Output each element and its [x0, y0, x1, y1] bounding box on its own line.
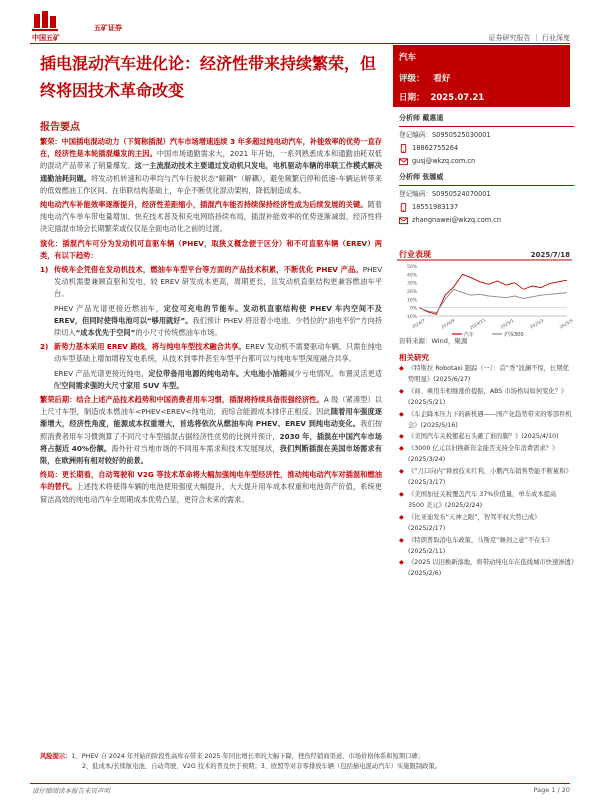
p4-tail: 我们按照消费者用车习惯测算了不同尺寸车型插混占据经济性优势的比例并预计，: [40, 419, 382, 441]
p1-lead: 繁荣：中国插电混动动力（下简称插混）汽车市场增速连续 3 年多超过纯电动汽车，补能效率的优势一直存在，经济性是本轮插混爆发的主因。: [40, 137, 382, 159]
paragraph-evolution: [40, 238, 382, 262]
paragraph-ev: [40, 199, 382, 236]
analyst-card: [399, 171, 574, 227]
analyst-phone[interactable]: 18862755264: [412, 144, 459, 152]
related-research-text: 《美国汽车关税搬起石头砸了谁的脚？》(2025/4/10): [408, 433, 559, 441]
rating-row: [399, 72, 450, 84]
analyst-phone[interactable]: 18551983137: [412, 203, 459, 211]
risk-item-2: 2、低成本/长续航电池、自动驾驶、V2G 技术的普及快于预期；3、欧盟等对非零排放车辆（包括插电混动汽车）实施限制政策。: [82, 763, 442, 770]
company-logo: [32, 10, 132, 44]
bullet-icon: ◆: [399, 490, 404, 498]
p4-body: A 级（紧凑型）以上尺寸车型，制造成本燃油车<PHEV<EREV<纯电动，而综合能源成本排序正相反。因此: [40, 395, 382, 417]
analyst-card: [399, 112, 574, 168]
related-research-item[interactable]: [399, 490, 574, 512]
date-label: 日期：: [399, 93, 425, 103]
p2-lead: 纯电动汽车补能效率逐渐提升，经济性差距缩小，插混汽车能否持续保持经济性成为后续发展的关键。: [40, 200, 368, 210]
y-tick-label: 20%: [406, 290, 417, 295]
chart-date: 2025/7/18: [530, 251, 570, 259]
related-research-text: 《比亚迪发布“天神之眼”，智驾平权大势已成》(2025/2/17): [408, 513, 541, 532]
item1-number: 1): [40, 265, 49, 275]
related-research-item[interactable]: [399, 364, 574, 386]
item1-p2b: 定位可充电的节能车。发动机直驱结构使 PHEV 车内空间不及 EREV，但同时使得电池可以“够用就好”。: [54, 303, 382, 325]
p1-bold: 这一主流混动技术主要通过发动机只发电，电机驱动车辆的串联工作模式解决通勤油耗问题。: [40, 161, 382, 183]
item2-p2c: 减少亏电情况，布置灵活更适配: [54, 368, 382, 390]
x-tick-label: 2025/3: [529, 317, 545, 330]
analyst-email-row: [399, 155, 574, 168]
analyst-email-row: [399, 214, 574, 227]
legend-label: 汽车: [464, 332, 475, 338]
risk-item-1: 1、PHEV 自 2024 年开始的阶段性高库存带来 2025 年同比增长率的大幅下降，挫伤经销商渠道、市场价格体系和短期口碑；: [71, 753, 425, 760]
paragraph-prosperity: [40, 136, 382, 197]
related-research-item[interactable]: [399, 513, 574, 535]
related-research-item[interactable]: [399, 410, 574, 432]
bullet-icon: ◆: [399, 387, 404, 395]
related-research-text: 《2025 以旧换新落地，将带动纯电车在低线城市快速渗透》(2025/2/6): [408, 559, 575, 578]
logo-mark-icon: [32, 10, 58, 32]
y-tick-label: 50%: [406, 265, 417, 270]
item2-lead: 新势力基本采用 EREV 路线，将与纯电车型技术融合共享。: [54, 342, 246, 352]
p5-lead: 终局：更长期看，自动驾驶和 V2G 等技术革命将大幅加强纯电车型经济性，推动纯电动汽车对插混和燃油车的替代。: [40, 470, 382, 492]
key-points-title: 报告要点: [40, 122, 80, 133]
y-tick-label: 40%: [406, 273, 417, 279]
analyst-email[interactable]: zhangnawei@wkzq.com.cn: [412, 216, 502, 224]
related-research-text: 《车企降本压力下的新机遇——国产化趋势带来的零部件机会》(2025/5/16): [408, 410, 572, 429]
item1-para2: [54, 303, 382, 340]
analyst-block: [399, 112, 574, 227]
p3-lead: 演化：插混汽车可分为发动机可直驱车辆（PHEV，取狭义概念便于区分）和不可直驱车辆（EREV）两类，有以下趋势：: [40, 238, 382, 260]
item2-p2d: 空间需求强的大尺寸家用 SUV 车型。: [61, 380, 184, 390]
p4-tail2: 海外针对当地市场的不同用车需求和技术发展现状，: [111, 443, 280, 453]
footer-disclaimer: 请仔细阅读本报告末页声明: [32, 787, 110, 795]
x-tick-label: 2025/1: [499, 317, 515, 330]
report-type: 证券研究报告 ｜ 行业深度: [488, 34, 570, 42]
related-research-item[interactable]: [399, 387, 574, 409]
related-research-text: 《特斯拉 Robotaxi 跟踪（一）：首“秀”波澜不惊，长期优势明显》(2025/6/27): [408, 365, 569, 383]
x-tick-label: 2024/11: [468, 317, 487, 331]
item2-para2: [54, 368, 382, 392]
item2-para1: [54, 341, 382, 365]
related-research-item[interactable]: [399, 444, 574, 466]
p5-body: 上述技术将使得车辆的电池使用强度大幅提升，大大提升用车成本权重和电池资产价值，系统更简洁高效的纯电动汽车全周期成本优势凸显，更符合未来的需求。: [40, 482, 382, 504]
related-research-title: 相关研究: [399, 353, 429, 362]
related-research-item[interactable]: [399, 432, 574, 443]
phone-icon: [399, 203, 408, 212]
analyst-cert: 登记编码：S0950524070001: [399, 190, 491, 198]
related-research-item[interactable]: [399, 467, 574, 489]
analyst-email[interactable]: gusj@wkzq.com.cn: [412, 157, 476, 165]
p4-bold3: 我们判断插混在美国市场需求有限，在欧洲则有相对较好的前景。: [40, 443, 382, 466]
y-tick-label: 30%: [406, 281, 417, 287]
p4-bold2: 2030 年，插混在中国汽车市场将占据近 40%份额。: [40, 431, 382, 453]
main-body: [40, 136, 382, 508]
date-value: 2025.07.21: [430, 93, 485, 103]
y-tick-label: -10%: [405, 315, 417, 320]
item2-body: EREV 发动机不需要驱动车辆，只需在纯电动车型基础上增加增程发电系统，从技术到零件甚至车型平台都可以与纯电车型深度融合共享。: [54, 342, 382, 364]
bullet-icon: ◆: [399, 365, 404, 372]
list-item-phev: [40, 264, 382, 341]
related-research-text: 《特朗普取消电车政策，马斯克“舞剑之意”不在车》(2025/2/11): [408, 536, 554, 555]
analyst-phone-row: [399, 142, 574, 155]
rating-label: 评级：: [399, 74, 425, 84]
bullet-icon: ◆: [399, 433, 404, 441]
related-research-item[interactable]: [399, 558, 574, 580]
item1-para1: [54, 264, 382, 301]
related-research-text: 《美国加征关税覆盖汽车 37%价值量，单车成本提高 3500 美元》(2025/2/24): [408, 490, 557, 509]
item1-p2e: 的小尺寸传统燃油车市场。: [135, 328, 222, 338]
y-tick-label: 0%: [409, 306, 417, 312]
bullet-icon: ◆: [399, 536, 404, 544]
email-icon: [399, 216, 408, 225]
related-research-text: 《3000 亿元以旧换新资金能否支持全年消费需求？》(2025/3/24): [408, 445, 559, 464]
date-row: [399, 91, 484, 103]
logo-company-name: 中国五矿: [32, 34, 60, 42]
legend-label: 沪深300: [504, 332, 524, 338]
email-icon: [399, 157, 408, 166]
x-tick-label: 2024/7: [410, 317, 426, 330]
phone-icon: [399, 144, 408, 153]
item1-body: PHEV 发动机需要兼顾直驱和发电，较 EREV 研发成本更高，周期更长，且发动机直驱结构更兼容燃油车平台。: [54, 265, 382, 299]
bullet-icon: ◆: [399, 513, 404, 521]
rating-box: [393, 45, 570, 107]
paragraph-late-prosperity: [40, 394, 382, 467]
x-tick-label: 2025/5: [558, 317, 574, 330]
risk-label: 风险提示：: [40, 753, 72, 760]
series-line-csi300: [419, 289, 567, 312]
list-item-erev: [40, 341, 382, 394]
p4-lead: 繁荣后期：结合上述产品技术趋势和中国消费者用车习惯，插混将持续具备很强经济性。: [40, 395, 324, 405]
rating-value: 看好: [433, 74, 451, 84]
bullet-icon: ◆: [399, 410, 404, 418]
x-tick-label: 2024/9: [440, 317, 456, 330]
chart-source: 资料来源：Wind，聚源: [399, 337, 468, 345]
item1-p2a: PHEV 产品光谱更接近燃油车，: [54, 303, 164, 313]
bullet-icon: ◆: [399, 559, 404, 567]
p1-body: 中国市场通勤需求大，2021 年开始，一系列熟悉成本和通勤油耗双低的混动产品带来了销量爆发。: [40, 149, 382, 171]
related-research-text: 《“刀口向内”释放技术红利，小鹏汽车销售势能不断累积》(2025/3/17): [408, 468, 572, 487]
item1-lead: 传统车企凭借在发动机技术，燃油车车型平台等方面的产品技术积累，不断优化 PHEV 产品。: [54, 265, 363, 275]
analyst-name: 分析师 戴惠遥: [399, 112, 574, 127]
bullet-icon: ◆: [399, 468, 404, 476]
paragraph-endgame: [40, 469, 382, 506]
item2-number: 2): [40, 342, 49, 352]
footer-divider: [30, 783, 570, 784]
logo-securities-name: 五矿证券: [94, 24, 122, 32]
p2-body: 随着纯电动汽车单车带电量增加、快充技术普及和充电网络持续布局，插混补能效率的优势逐渐减弱，经济性将决定插混市场会长期繁荣或仅仅是全面电动化之前的过渡。: [40, 200, 382, 234]
item1-p2c: 我们预计 PHEV 将沿着小电池、少档位的“油电平价”方向持续切入: [54, 315, 382, 338]
item1-p2d: “成本优先于空间”: [75, 328, 136, 338]
item2-p2a: EREV 产品光谱更接近纯电，: [54, 368, 149, 378]
risk-warning: [40, 752, 570, 772]
page-title: 插电混动汽车进化论：经济性带来持续繁荣，但终将因技术革命改变: [40, 54, 377, 100]
analyst-phone-row: [399, 201, 574, 214]
analyst-name: 分析师 张娜威: [399, 171, 574, 186]
related-research-text: 《商、乘用车相继涨价提振，ABS 市场格局如何变化？》(2025/5/21): [408, 387, 568, 406]
industry-name: 汽车: [399, 53, 417, 63]
bullet-icon: ◆: [399, 445, 404, 453]
chart-title: 行业表现: [399, 250, 431, 259]
series-line-auto: [419, 274, 567, 314]
related-research-item[interactable]: [399, 536, 574, 558]
page-number: Page 1 / 20: [533, 786, 570, 794]
header-divider: [30, 43, 570, 44]
item2-p2b: 定位带备用电源的纯电动车。大电池小油箱: [148, 368, 288, 378]
p4-bold: 随着用车强度逐渐增大，经济性角度，能源成本权重增大，首选将依次从燃油车向 PHEV、EREV 到纯电动变化。: [40, 407, 382, 429]
y-tick-label: 10%: [406, 298, 417, 304]
p1-tail: 将发动机转速和功率均与汽车行驶状态“解耦”（解耦），避免频繁启停和低速-车辆运转带来的低效燃油工作区间。在串联结构基础上，车企不断优化混动架构，降低制造成本。: [40, 173, 382, 195]
related-research-list: [399, 364, 574, 581]
analyst-cert: 登记编码：S0950525030001: [399, 131, 491, 139]
industry-performance-chart: [397, 248, 572, 338]
